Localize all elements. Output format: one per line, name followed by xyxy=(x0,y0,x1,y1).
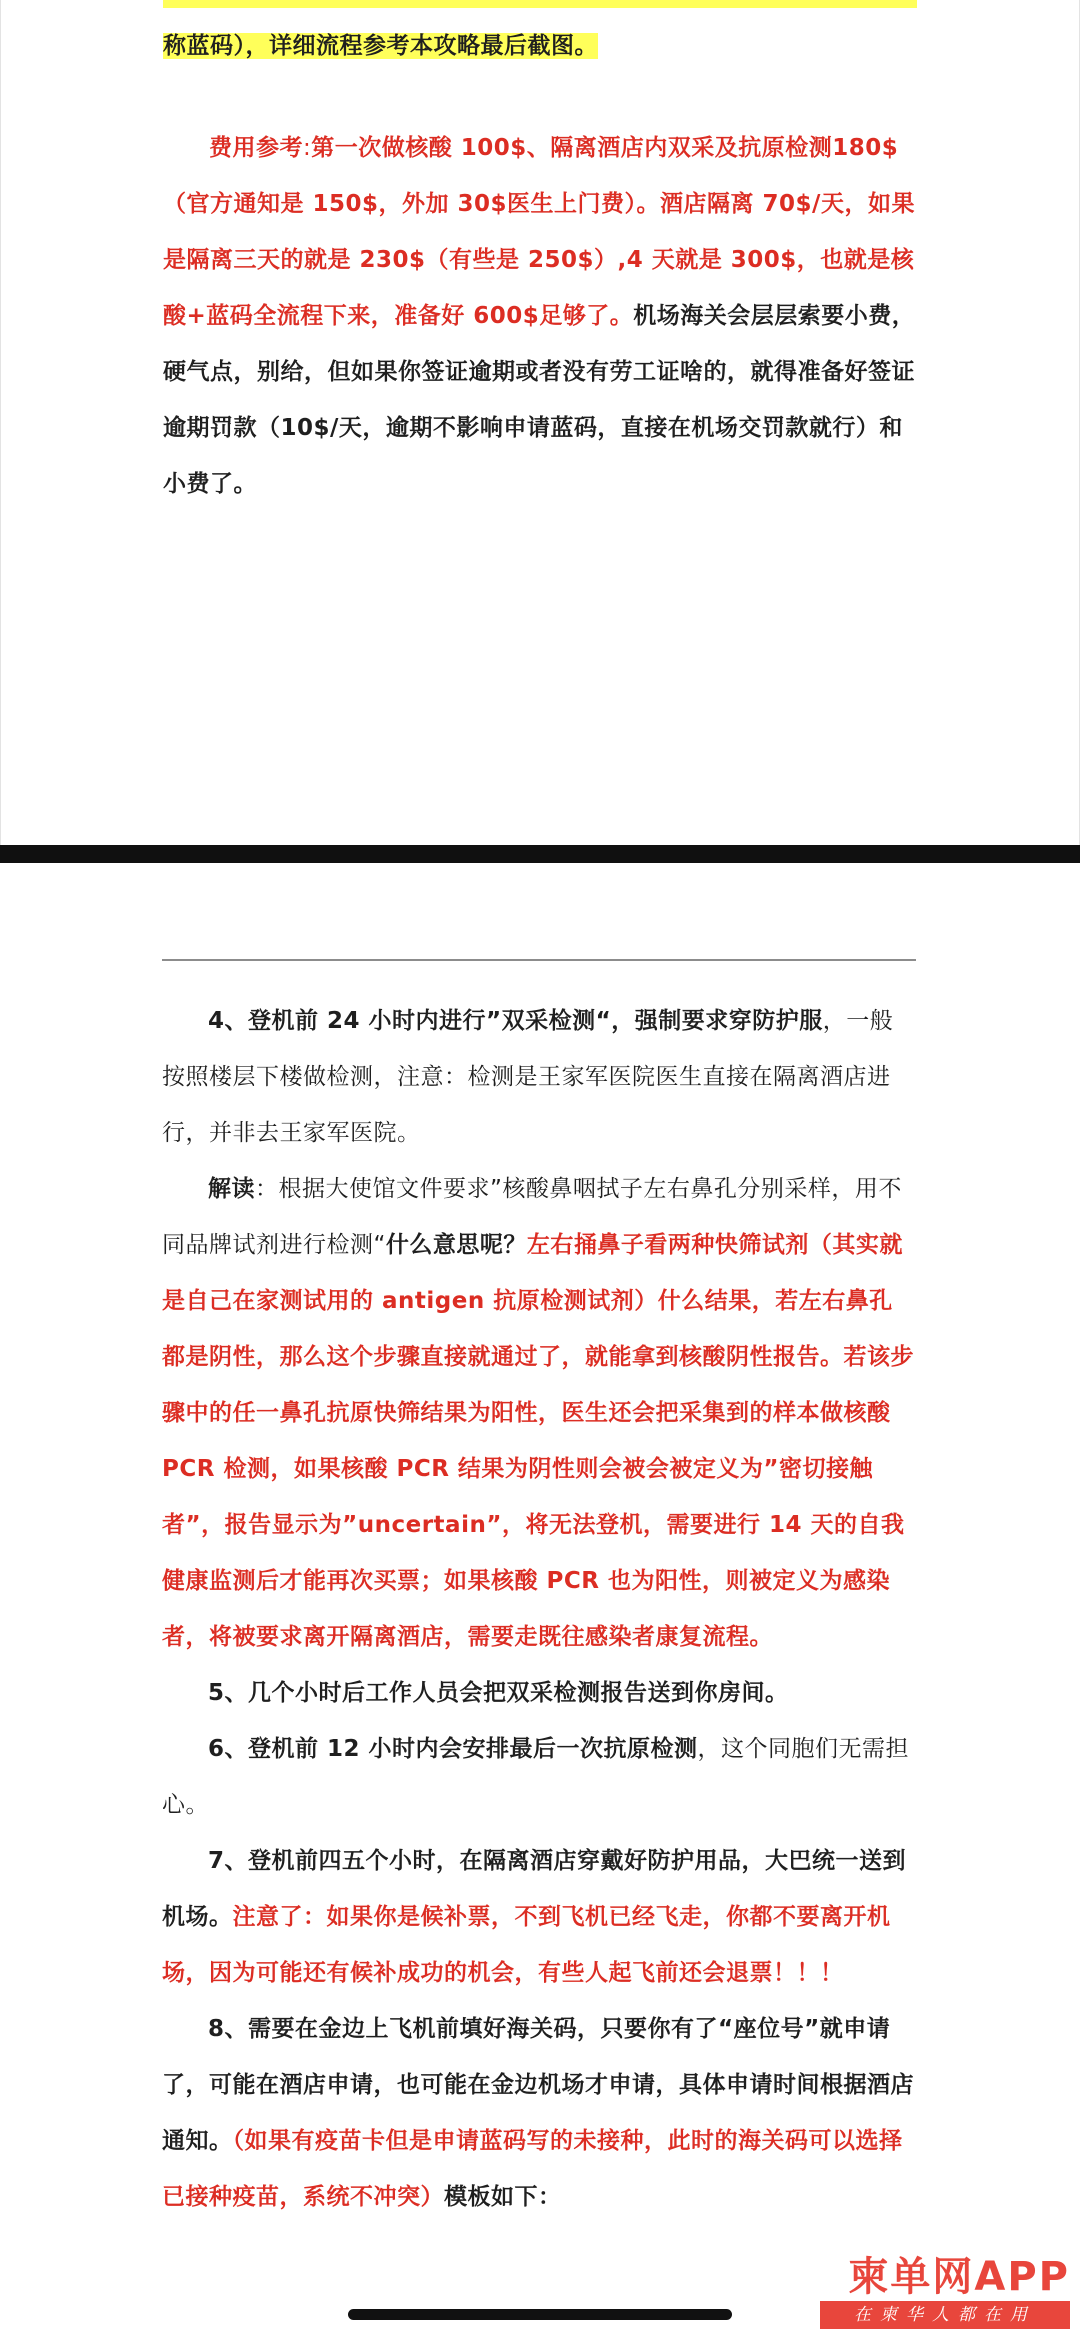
item-4-bold: 4、登机前 24 小时内进行”双采检测“，强制要求穿防护服 xyxy=(208,1008,823,1034)
item-7-paragraph xyxy=(162,1833,916,2001)
fee-dark-text: 机场海关会层层索要小费，硬气点，别给，但如果你签证逾期或者没有劳工证啥的，就得准备好签证逾期罚款（10$/天，逾期不影响申请蓝码，直接在机场交罚款就行）和小费了。 xyxy=(163,303,916,497)
home-indicator[interactable] xyxy=(348,2309,732,2320)
item-8-bold: 8、需要在金边上飞机前填好海关码，只要你有了“座位号”就申请了，可能在酒店申请，也可能在金边机场才申请，具体申请时间根据酒店通知。 xyxy=(162,2016,914,2154)
page-2-content xyxy=(162,993,916,2225)
fee-label: 费用参考 xyxy=(209,135,303,161)
app-watermark xyxy=(820,2245,1070,2337)
watermark-slogan: 在柬华人都在用 xyxy=(820,2301,1070,2329)
explain-red: 左右捅鼻子看两种快筛试剂（其实就是自己在家测试用的 antigen 抗原检测试剂）什么结果，若左右鼻孔都是阴性，那么这个步骤直接就通过了，就能拿到核酸阴性报告。若该步骤中的任一鼻孔抗原快筛结果为阳性，医生还会把采集到的样本做核酸 PCR 检测，如果核酸 PCR 结果为阴性则会被会被定义为”密切接触者”，报告显示为”uncertain”，将无法登机，需要进行 14 天的自我健康监测后才能再次买票；如果核酸 PCR 也为阳性，则被定义为感染者，将被要求离开隔离酒店，需要走既往感染者康复流程。 xyxy=(162,1232,914,1650)
item-5-text: 5、几个小时后工作人员会把双采检测报告送到你房间。 xyxy=(208,1680,789,1706)
highlighted-line: 称蓝码），详细流程参考本攻略最后截图。 xyxy=(163,33,598,59)
fee-paragraph xyxy=(163,120,917,512)
document-page-2 xyxy=(0,863,1080,2337)
item-7-bold: 7、登机前四五个小时，在隔离酒店穿戴好防护用品，大巴统一送到机场。 xyxy=(162,1848,907,1930)
horizontal-rule xyxy=(162,959,916,961)
item-4-paragraph xyxy=(162,993,916,1161)
item-6-normal: ，这个同胞们无需担心。 xyxy=(162,1736,910,1818)
item-7-red: 注意了：如果你是候补票，不到飞机已经飞走，你都不要离开机场，因为可能还有候补成功的机会，有些人起飞前还会退票！！！ xyxy=(162,1904,891,1986)
item-5-paragraph xyxy=(162,1665,916,1721)
document-page-1 xyxy=(0,0,1080,845)
item-8-paragraph xyxy=(162,2001,916,2225)
watermark-logo-text: 柬单网APP xyxy=(848,2254,1070,2300)
item-8-red: （如果有疫苗卡但是申请蓝码写的未接种，此时的海关码可以选择已接种疫苗，系统不冲突） xyxy=(162,2128,903,2210)
fee-colon: : xyxy=(303,135,312,161)
item-4-normal: ，一般按照楼层下楼做检测，注意：检测是王家军医院医生直接在隔离酒店进行，并非去王家军医院。 xyxy=(162,1008,894,1146)
explain-paragraph xyxy=(162,1161,916,1665)
item-8-tail: 模板如下： xyxy=(444,2184,562,2210)
page-1-content xyxy=(163,0,917,512)
fee-red-text: 第一次做核酸 100$、隔离酒店内双采及抗原检测180$（官方通知是 150$，外加 30$医生上门费）。酒店隔离 70$/天，如果是隔离三天的就是 230$（有些是 250$）,4 天就是 300$，也就是核酸+蓝码全流程下来，准备好 600$足够了。 xyxy=(163,135,915,329)
item-6-paragraph xyxy=(162,1721,916,1833)
item-6-bold: 6、登机前 12 小时内会安排最后一次抗原检测 xyxy=(208,1736,698,1762)
highlight-top-edge xyxy=(163,0,917,8)
explain-label: 解读 xyxy=(208,1176,255,1202)
page-separator xyxy=(0,845,1080,863)
explain-bold: 什么意思呢？ xyxy=(385,1232,527,1258)
explain-normal: ：根据大使馆文件要求”核酸鼻咽拭子左右鼻孔分别采样，用不同品牌试剂进行检测“ xyxy=(162,1176,902,1258)
